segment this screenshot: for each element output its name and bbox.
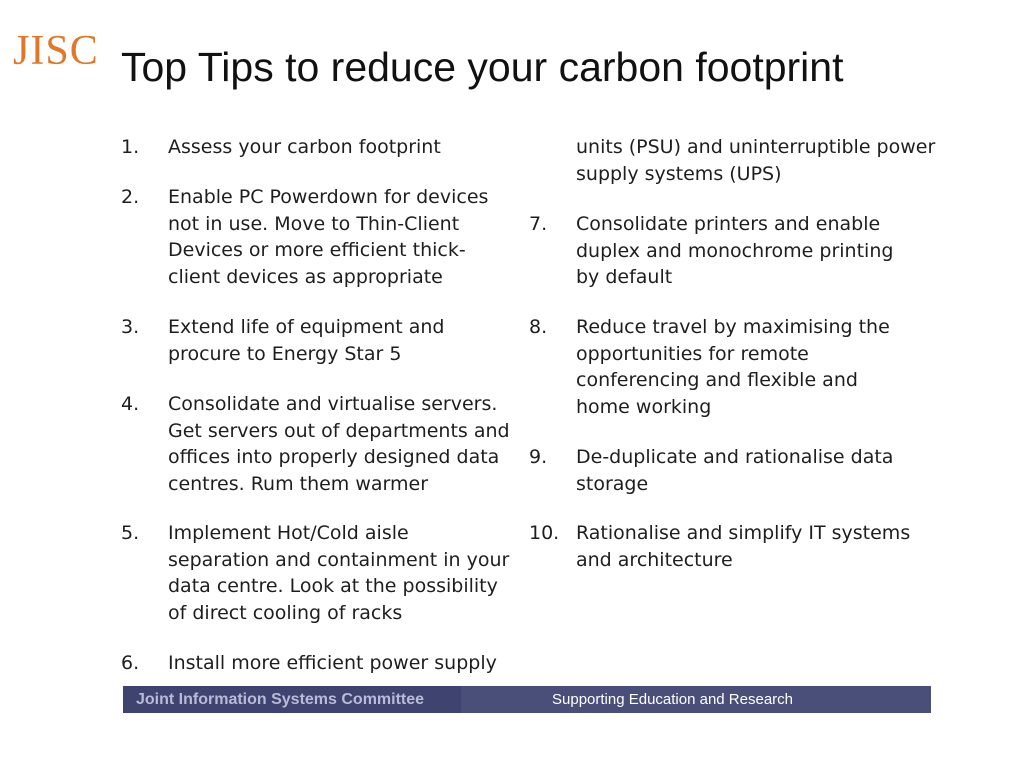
tip-text-continued: units (PSU) and uninterruptible power supply systems (UPS) bbox=[576, 136, 936, 185]
tip-number: 4. bbox=[121, 393, 140, 415]
tip-text: Extend life of equipment and procure to Energy Star 5 bbox=[168, 316, 445, 365]
tip-text: Assess your carbon footprint bbox=[168, 136, 441, 158]
tip-text: Enable PC Powerdown for devices not in use. Move to Thin-Client Devices or more efficient thick-client devices as appropriate bbox=[168, 186, 489, 288]
tip-number: 7. bbox=[529, 213, 548, 235]
footer-bar bbox=[123, 686, 931, 713]
tip-number: 6. bbox=[121, 652, 140, 674]
tip-number: 5. bbox=[121, 522, 140, 544]
tip-text: Consolidate printers and enable duplex and monochrome printing by default bbox=[576, 213, 894, 288]
jisc-logo: JISC bbox=[13, 28, 99, 74]
tip-text: De-duplicate and rationalise data storage bbox=[576, 446, 894, 495]
footer-organisation: Joint Information Systems Committee bbox=[123, 686, 461, 713]
tip-number: 10. bbox=[529, 522, 560, 544]
footer-tagline: Supporting Education and Research bbox=[552, 691, 793, 708]
tip-text: Implement Hot/Cold aisle separation and containment in your data centre. Look at the possibility of direct cooling of racks bbox=[168, 522, 510, 624]
tip-text: Reduce travel by maximising the opportunities for remote conferencing and flexible and home working bbox=[576, 316, 890, 418]
tip-number: 8. bbox=[529, 316, 548, 338]
tip-number: 9. bbox=[529, 446, 548, 468]
tip-text: Install more efficient power supply bbox=[168, 652, 497, 674]
tip-number: 3. bbox=[121, 316, 140, 338]
tip-number: 2. bbox=[121, 186, 140, 208]
page-title: Top Tips to reduce your carbon footprint bbox=[121, 44, 844, 90]
tip-number: 1. bbox=[121, 136, 140, 158]
tip-text: Consolidate and virtualise servers. Get servers out of departments and offices into properly designed data centres. Rum them warmer bbox=[168, 393, 510, 495]
tip-text: Rationalise and simplify IT systems and architecture bbox=[576, 522, 911, 571]
